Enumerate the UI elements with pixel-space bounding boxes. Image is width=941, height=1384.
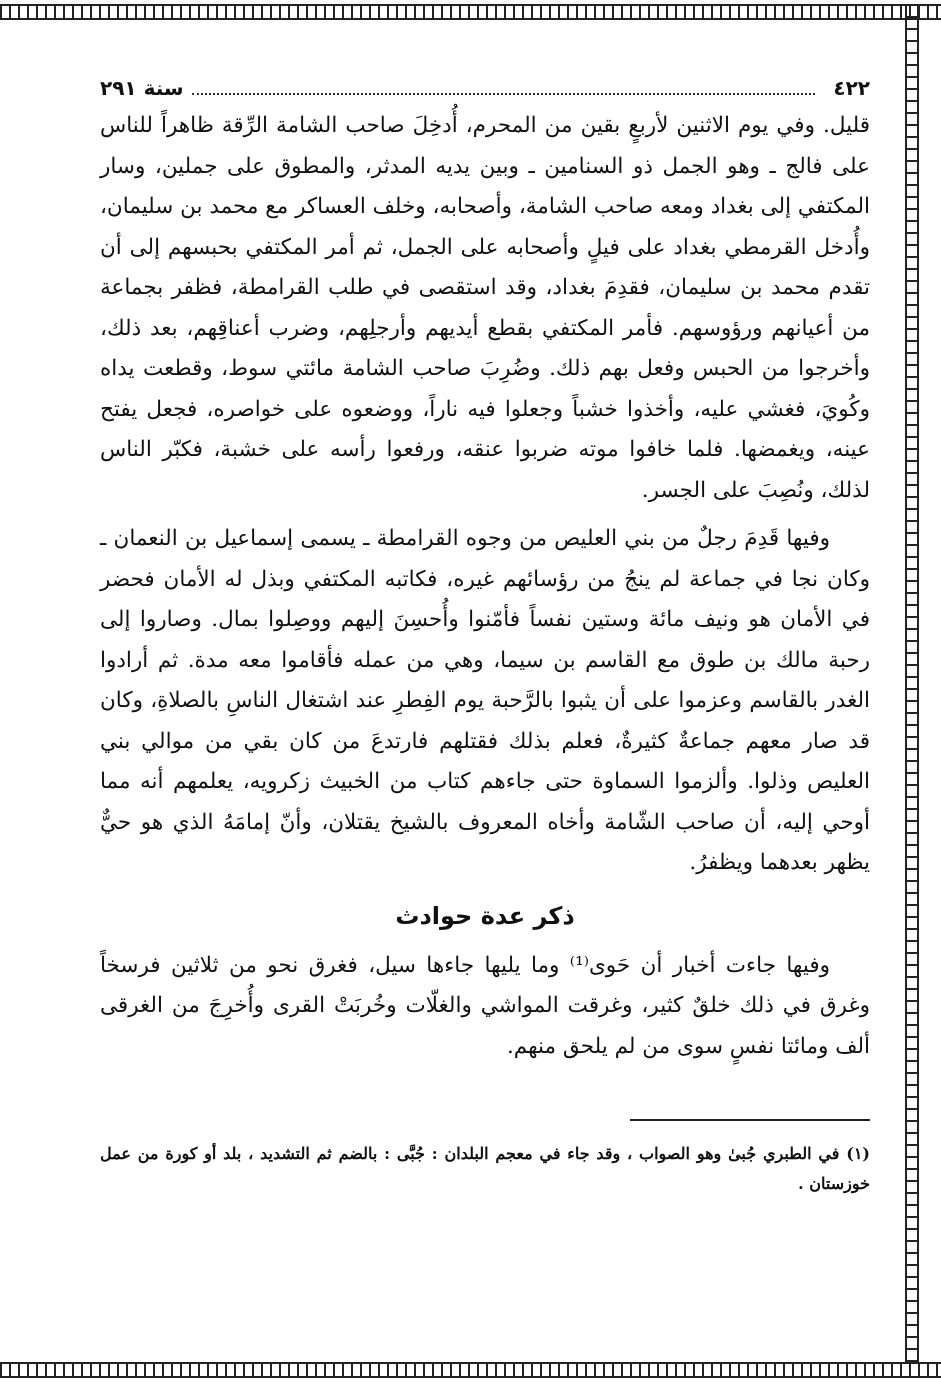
page-number: ٤٢٢ <box>833 76 870 100</box>
page-border-bottom <box>0 1362 941 1378</box>
section-heading: ذكر عدة حوادث <box>395 901 575 930</box>
section-paragraph: وفيها جاءت أخبار أن حَوى⁽¹⁾ وما يليها جاءها سيل، فغرق نحو من ثلاثين فرسخاً وغرق في ذلك خلقٌ كثير، وغرقت المواشي والغلّات وخُربَتْ القرى وأُخرِجَ من الغرقى ألف ومائتا نفسٍ سوى من لم يلحق منهم. <box>100 952 870 1059</box>
paragraph-1: قليل. وفي يوم الاثنين لأربعٍ بقين من المحرم، أُدخِلَ صاحب الشامة الرِّقة ظاهراً للناس على فالج ـ وهو الجمل ذو السنامين ـ وبين يديه المدثر، والمطوق على جملين، وسار المكتفي إلى بغداد ومعه صاحب الشامة، وأصحابه، وخلف العساكر مع محمد بن سليمان، وأُدخل القرمطي بغداد على فيلٍ وأصحابه على الجمل، ثم أمر المكتفي بحبسهم إلى أن تقدم محمد بن سليمان، فقدِمَ بغداد، وقد استقصى في طلب القرامطة، فظفر بجماعة من أعيانهم ورؤوسهم. فأمر المكتفي بقطع أيديهم وأرجلِهم، وضرب أعناقِهم، بعد ذلك، وأخرجوا من الحبس وفعل بهم ذلك. وضُرِبَ صاحب الشامة مائتي سوط، وقطعت يداه وكُويَ، فغشي عليه، وأخذوا خشباً وجعلوا فيه ناراً، ووضعوه على خواصره، فجعل يفتح عينه، ويغمضها. فلما خافوا موته ضربوا عنقه، ورفعوا رأسه على خشبة، فكبّر الناس لذلك، ونُصِبَ على الجسر. <box>99 113 870 503</box>
page-border-right <box>905 4 919 1378</box>
running-head-year: سنة ٢٩١ <box>100 76 184 100</box>
paragraph-2: وفيها قَدِمَ رجلٌ من بني العليص من وجوه القرامطة ـ يسمى إسماعيل بن النعمان ـ وكان نجا في جماعة لم ينجُ من رؤسائهم غيره، فكاتبه المكتفي وبذل له الأمان فحضر في الأمان هو ونيف مائة وستين نفساً فأمّنوا وأُحسِنَ إليهم ووصِلوا بمال. وصاروا إلى رحبة مالك بن طوق مع القاسم بن سيما، وهي من عمله فأقاموا معه مدة. ثم أرادوا الغدر بالقاسم وعزموا على أن يثبوا بالرَّحبة يوم الفِطرِ عند اشتغال الناسِ بالصلاةِ، وكان قد صار معهم جماعةٌ كثيرةٌ، فعلم بذلك فقتلهم فارتدعَ من كان بقي من موالي بني العليص وذلوا. وألزموا السماوة حتى جاءهم كتاب من الخبيث زكرويه، يعلمهم أنه مما أوحي إليه، أن صاحب الشّامة وأخاه المعروف بالشيخ يقتلان، وأنّ إمامَهُ الذي هو حيٌّ يظهر بعدهما ويظفرُ. <box>100 526 870 875</box>
book-page <box>100 70 870 1350</box>
footnote: (١) في الطبري جُبىٰ وهو الصواب ، وقد جاء في معجم البلدان : جُبَّى : بالضم ثم التشديد ، بلد أو كورة من عمل خوزستان . <box>100 1144 870 1193</box>
footnote-separator <box>630 1119 870 1121</box>
page-header <box>100 70 870 106</box>
page-border-top <box>0 4 941 20</box>
header-dotted-line <box>192 81 816 95</box>
